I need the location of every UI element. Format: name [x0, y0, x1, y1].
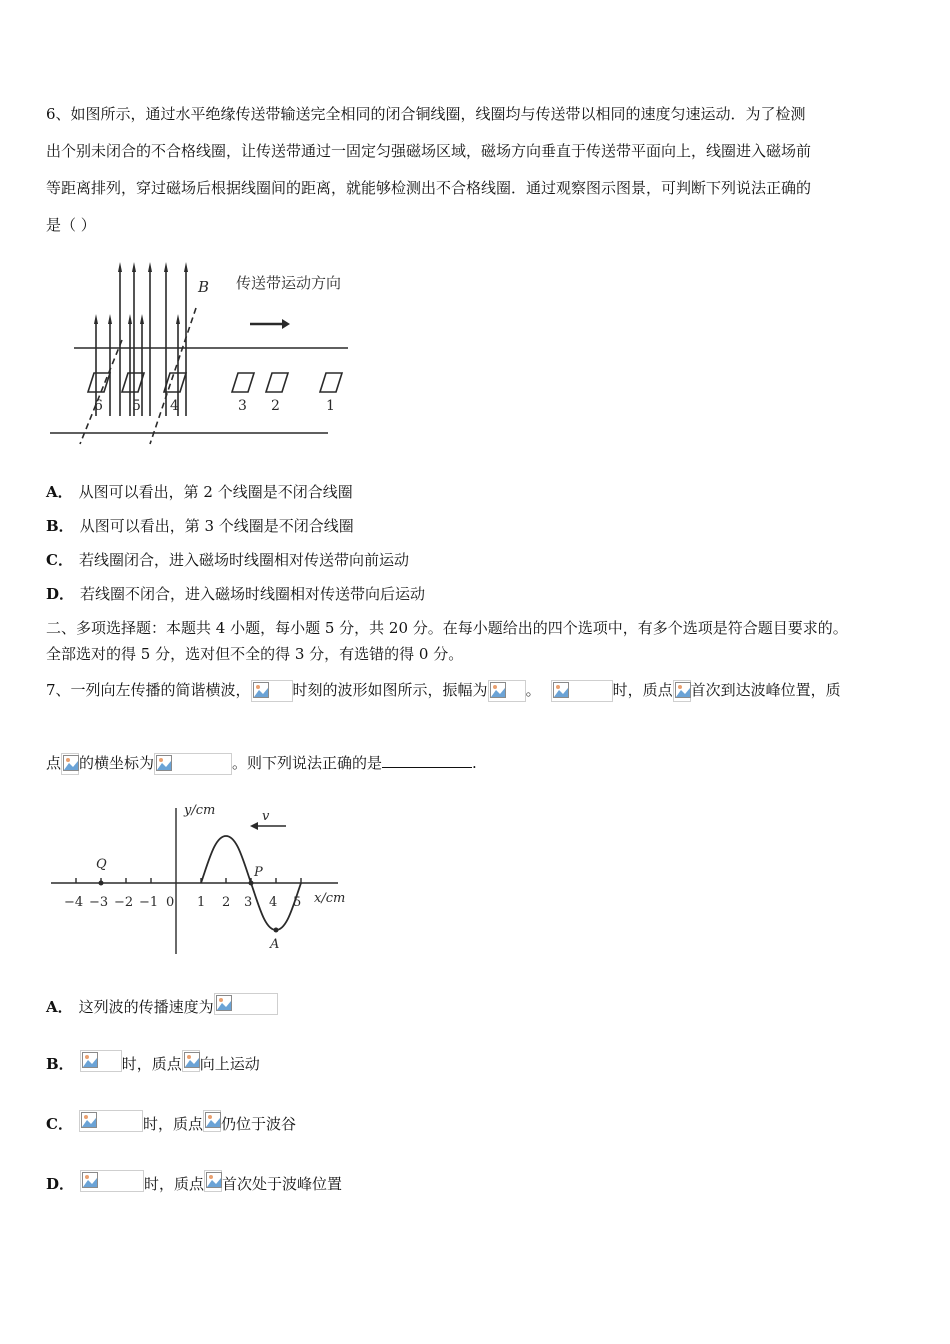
option-letter: C．: [46, 1115, 73, 1133]
option-letter: D．: [46, 585, 75, 603]
point-a: [274, 928, 279, 933]
q6-line-2: 出个别未闭合的不合格线圈，让传送带通过一固定匀强磁场区域，磁场方向垂直于传送带平面向上，线圈进入磁场前: [46, 142, 812, 160]
broken-image-icon: [214, 993, 278, 1015]
velocity-label: v: [262, 809, 270, 824]
tick-label-4: 4: [269, 895, 278, 910]
q7-line-2: [46, 750, 477, 776]
q7-option-c: [46, 1110, 296, 1138]
wave-figure: [46, 798, 356, 956]
coil-label-4: 4: [170, 398, 179, 414]
coil-label-3: 3: [238, 398, 247, 414]
section2-line-1: 二、多项选择题：本题共 4 小题，每小题 5 分，共 20 分。在每小题给出的四个选项中，有多个选项是符合题目要求的。: [46, 619, 848, 637]
b-field-label: B: [198, 278, 210, 296]
broken-image-icon: [80, 1050, 122, 1072]
q7-text-7: 的横坐标为: [79, 754, 155, 772]
q7-option-a: [46, 993, 278, 1021]
option-text: 时，质点: [142, 1115, 203, 1133]
option-letter: B．: [46, 517, 74, 535]
broken-image-icon: [251, 680, 293, 702]
q7-text-6: 点: [46, 754, 62, 772]
coil-5: [122, 373, 144, 392]
broken-image-icon: [673, 680, 691, 702]
q6-option-b: [46, 516, 354, 536]
a-label: A: [270, 937, 280, 952]
option-text: 若线圈闭合，进入磁场时线圈相对传送带向前运动: [78, 551, 409, 569]
broken-image-icon: [488, 680, 526, 702]
option-letter: A．: [46, 998, 73, 1016]
coil-2: [266, 373, 288, 392]
option-text: 首次处于波峰位置: [222, 1175, 343, 1193]
conveyor-figure: [46, 248, 356, 448]
velocity-arrow-head: [250, 822, 258, 830]
q6-option-c: [46, 550, 409, 570]
q7-text-8: 。则下列说法正确的是: [232, 754, 383, 772]
q7-text-4: 时，质点: [612, 681, 673, 699]
point-q: [99, 881, 104, 886]
coil-3: [232, 373, 254, 392]
q7-text-2: 时刻的波形如图所示，振幅为: [292, 681, 488, 699]
q7-text-3: 。: [525, 681, 541, 699]
q6-option-a: [46, 482, 353, 502]
tick-label-neg4: −4: [64, 895, 84, 910]
q7-option-d: [46, 1170, 342, 1198]
broken-image-icon: [61, 753, 79, 775]
option-text: 仍位于波谷: [220, 1115, 296, 1133]
broken-image-icon: [204, 1170, 222, 1192]
tick-label-neg3: −3: [89, 895, 109, 910]
tick-label-neg1: −1: [139, 895, 159, 910]
option-text: 向上运动: [199, 1055, 260, 1073]
q7-text-5: 首次到达波峰位置，质: [690, 681, 841, 699]
broken-image-icon: [154, 753, 232, 775]
coil-1: [320, 373, 342, 392]
option-text: 从图可以看出，第 2 个线圈是不闭合线圈: [78, 483, 353, 501]
direction-label: 传送带运动方向: [236, 274, 342, 292]
coil-label-2: 2: [271, 398, 280, 414]
option-letter: B．: [46, 1055, 74, 1073]
broken-image-icon: [79, 1110, 143, 1132]
origin-label: 0: [166, 895, 175, 910]
q6-line-3: 等距离排列，穿过磁场后根据线圈间的距离，就能够检测出不合格线圈．通过观察图示图景，可判断下列说法正确的: [46, 179, 812, 197]
coil-4: [164, 373, 186, 392]
tick-label-3: 3: [244, 895, 253, 910]
option-letter: C．: [46, 551, 73, 569]
option-text: 这列波的传播速度为: [78, 998, 214, 1016]
option-text: 时，质点: [144, 1175, 205, 1193]
option-text: 从图可以看出，第 3 个线圈是不闭合线圈: [79, 517, 354, 535]
coil-label-1: 1: [326, 398, 335, 414]
tick-label-neg2: −2: [114, 895, 134, 910]
q7-line-1: [46, 677, 841, 703]
broken-image-icon: [182, 1050, 200, 1072]
q7-option-b: [46, 1050, 260, 1078]
option-letter: A．: [46, 483, 73, 501]
q6-line-4: 是（ ）: [46, 216, 96, 234]
coil-6: [88, 373, 110, 392]
option-text: 若线圈不闭合，进入磁场时线圈相对传送带向后运动: [80, 585, 426, 603]
section2-line-2: 全部选对的得 5 分，选对但不全的得 3 分，有选错的得 0 分。: [46, 645, 464, 663]
broken-image-icon: [551, 680, 613, 702]
q6-line-1: 6、如图所示，通过水平绝缘传送带输送完全相同的闭合铜线圈，线圈均与传送带以相同的速度匀速运动．为了检测: [46, 105, 806, 123]
broken-image-icon: [80, 1170, 144, 1192]
q-label: Q: [96, 857, 107, 872]
coil-label-5: 5: [132, 398, 141, 414]
direction-arrow-head: [282, 319, 290, 329]
answer-blank: [382, 751, 472, 768]
tick-label-2: 2: [222, 895, 231, 910]
q6-option-d: [46, 584, 425, 604]
q7-text-1: 7、一列向左传播的简谐横波，: [46, 681, 251, 699]
tick-label-5: 5: [293, 895, 302, 910]
p-label: P: [254, 865, 263, 880]
x-axis-label: x/cm: [314, 891, 346, 906]
broken-image-icon: [203, 1110, 221, 1132]
q7-text-9: .: [472, 754, 477, 772]
option-text: 时，质点: [121, 1055, 182, 1073]
coil-label-6: 6: [94, 398, 103, 414]
y-axis-label: y/cm: [184, 803, 216, 818]
point-p: [249, 881, 254, 886]
tick-label-1: 1: [197, 895, 206, 910]
option-letter: D．: [46, 1175, 75, 1193]
